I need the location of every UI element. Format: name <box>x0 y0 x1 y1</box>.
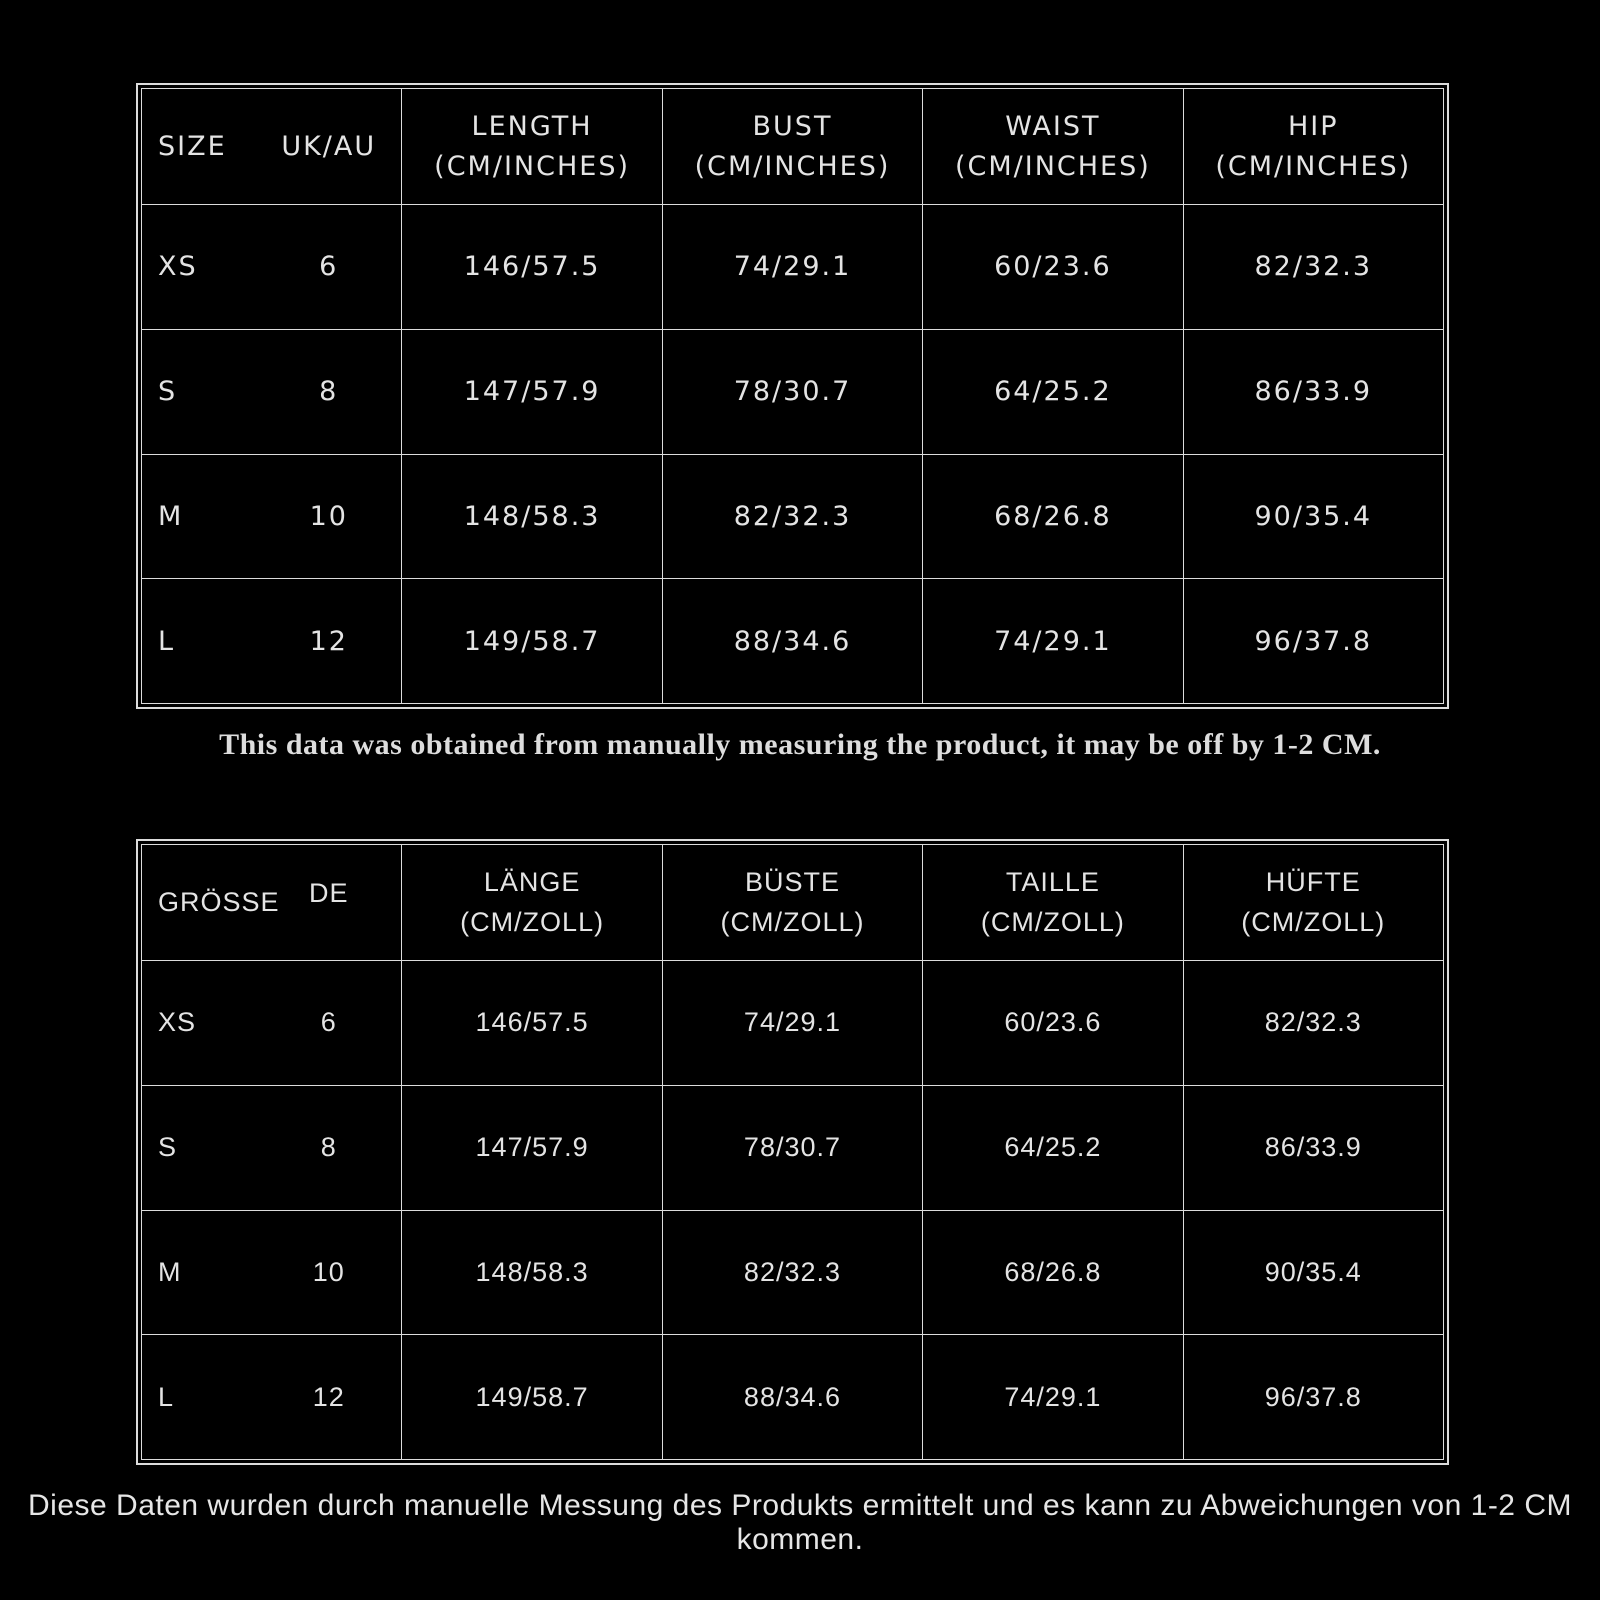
length-cell: 148/58.3 <box>402 454 662 579</box>
region-value: 8 <box>320 1132 337 1163</box>
size-region-cell <box>142 579 402 704</box>
region-value: 8 <box>319 376 339 408</box>
bust-cell: 82/32.3 <box>662 454 922 579</box>
table-row <box>142 329 1444 454</box>
waist-cell: 68/26.8 <box>923 1210 1183 1335</box>
hip-cell: 90/35.4 <box>1183 1210 1443 1335</box>
region-value: 12 <box>309 625 348 657</box>
length-cell: 146/57.5 <box>402 961 662 1086</box>
size-value: S <box>158 376 178 408</box>
length-cell: 146/57.5 <box>402 205 662 330</box>
bust-cell: 74/29.1 <box>662 961 922 1086</box>
bust-cell: 88/34.6 <box>662 1335 922 1460</box>
size-value: XS <box>158 1007 197 1038</box>
table-row <box>142 1210 1444 1335</box>
column-name: HÜFTE <box>1265 867 1361 898</box>
region-value: 6 <box>319 251 339 283</box>
region-value: 10 <box>309 500 348 532</box>
size-region-cell <box>142 961 402 1086</box>
region-column-header: UK/AU <box>281 130 377 162</box>
length-cell: 148/58.3 <box>402 1210 662 1335</box>
size-region-cell <box>142 1210 402 1335</box>
table-row <box>142 1335 1444 1460</box>
waist-cell: 60/23.6 <box>923 205 1183 330</box>
waist-cell: 60/23.6 <box>923 961 1183 1086</box>
size-table-de <box>141 844 1444 1460</box>
column-name: TAILLE <box>1005 867 1100 898</box>
size-table-en <box>141 88 1444 704</box>
hip-cell: 96/37.8 <box>1183 579 1443 704</box>
column-unit: (CM/INCHES) <box>1215 150 1412 182</box>
size-region-cell <box>142 329 402 454</box>
size-value: M <box>158 1256 182 1287</box>
column-name: BÜSTE <box>744 867 840 898</box>
table-row <box>142 454 1444 579</box>
length-column-header <box>402 89 662 205</box>
column-unit: (CM/ZOLL) <box>720 906 865 937</box>
column-name: WAIST <box>1005 111 1101 143</box>
column-name: LÄNGE <box>483 867 581 898</box>
hip-cell: 86/33.9 <box>1183 1085 1443 1210</box>
waist-cell: 74/29.1 <box>923 579 1183 704</box>
bust-cell: 88/34.6 <box>662 579 922 704</box>
length-cell: 149/58.7 <box>402 1335 662 1460</box>
hip-cell: 86/33.9 <box>1183 329 1443 454</box>
length-cell: 147/57.9 <box>402 1085 662 1210</box>
bust-column-header <box>662 89 922 205</box>
hip-cell: 82/32.3 <box>1183 961 1443 1086</box>
size-region-cell <box>142 1335 402 1460</box>
size-value: L <box>158 1381 175 1412</box>
length-cell: 149/58.7 <box>402 579 662 704</box>
header-size-region-cell <box>142 89 402 205</box>
size-value: S <box>158 1132 178 1163</box>
waist-cell: 68/26.8 <box>923 454 1183 579</box>
size-region-cell <box>142 205 402 330</box>
column-unit: (CM/INCHES) <box>434 150 630 182</box>
size-region-cell <box>142 454 402 579</box>
bust-cell: 74/29.1 <box>662 205 922 330</box>
measurement-disclaimer-de: Diese Daten wurden durch manuelle Messung des Produkts ermittelt und es kann zu Abweichungen von 1-2 CM kommen. <box>28 1489 1572 1556</box>
waist-column-header <box>923 845 1183 961</box>
column-name: HIP <box>1288 111 1339 143</box>
size-value: L <box>158 625 176 657</box>
measurement-disclaimer-en: This data was obtained from manually measuring the product, it may be off by 1-2 CM. <box>219 728 1381 761</box>
bust-cell: 78/30.7 <box>662 1085 922 1210</box>
region-value: 6 <box>320 1007 337 1038</box>
waist-column-header <box>923 89 1183 205</box>
size-value: XS <box>158 251 198 283</box>
size-value: M <box>158 500 184 532</box>
table-header-row <box>142 845 1444 961</box>
column-unit: (CM/ZOLL) <box>460 906 605 937</box>
column-name: BUST <box>752 111 833 143</box>
column-unit: (CM/INCHES) <box>694 150 891 182</box>
column-unit: (CM/ZOLL) <box>1241 906 1386 937</box>
size-region-cell <box>142 1085 402 1210</box>
size-column-header: GRÖSSE <box>158 886 280 917</box>
table-row <box>142 961 1444 1086</box>
hip-column-header <box>1183 845 1443 961</box>
column-unit: (CM/ZOLL) <box>980 906 1125 937</box>
hip-cell: 82/32.3 <box>1183 205 1443 330</box>
length-cell: 147/57.9 <box>402 329 662 454</box>
waist-cell: 74/29.1 <box>923 1335 1183 1460</box>
size-column-header: SIZE <box>158 130 227 162</box>
region-value: 12 <box>312 1381 345 1412</box>
column-unit: (CM/INCHES) <box>954 150 1151 182</box>
size-chart-table-de <box>136 839 1449 1465</box>
size-chart-table-en <box>136 83 1449 709</box>
region-value: 10 <box>312 1256 345 1287</box>
table-row <box>142 579 1444 704</box>
bust-column-header <box>662 845 922 961</box>
waist-cell: 64/25.2 <box>923 1085 1183 1210</box>
table-row <box>142 205 1444 330</box>
length-column-header <box>402 845 662 961</box>
bust-cell: 78/30.7 <box>662 329 922 454</box>
waist-cell: 64/25.2 <box>923 329 1183 454</box>
table-row <box>142 1085 1444 1210</box>
column-name: LENGTH <box>471 111 593 143</box>
hip-cell: 96/37.8 <box>1183 1335 1443 1460</box>
hip-column-header <box>1183 89 1443 205</box>
table-header-row <box>142 89 1444 205</box>
hip-cell: 90/35.4 <box>1183 454 1443 579</box>
bust-cell: 82/32.3 <box>662 1210 922 1335</box>
header-size-region-cell <box>142 845 402 961</box>
region-column-header: DE <box>308 877 349 908</box>
